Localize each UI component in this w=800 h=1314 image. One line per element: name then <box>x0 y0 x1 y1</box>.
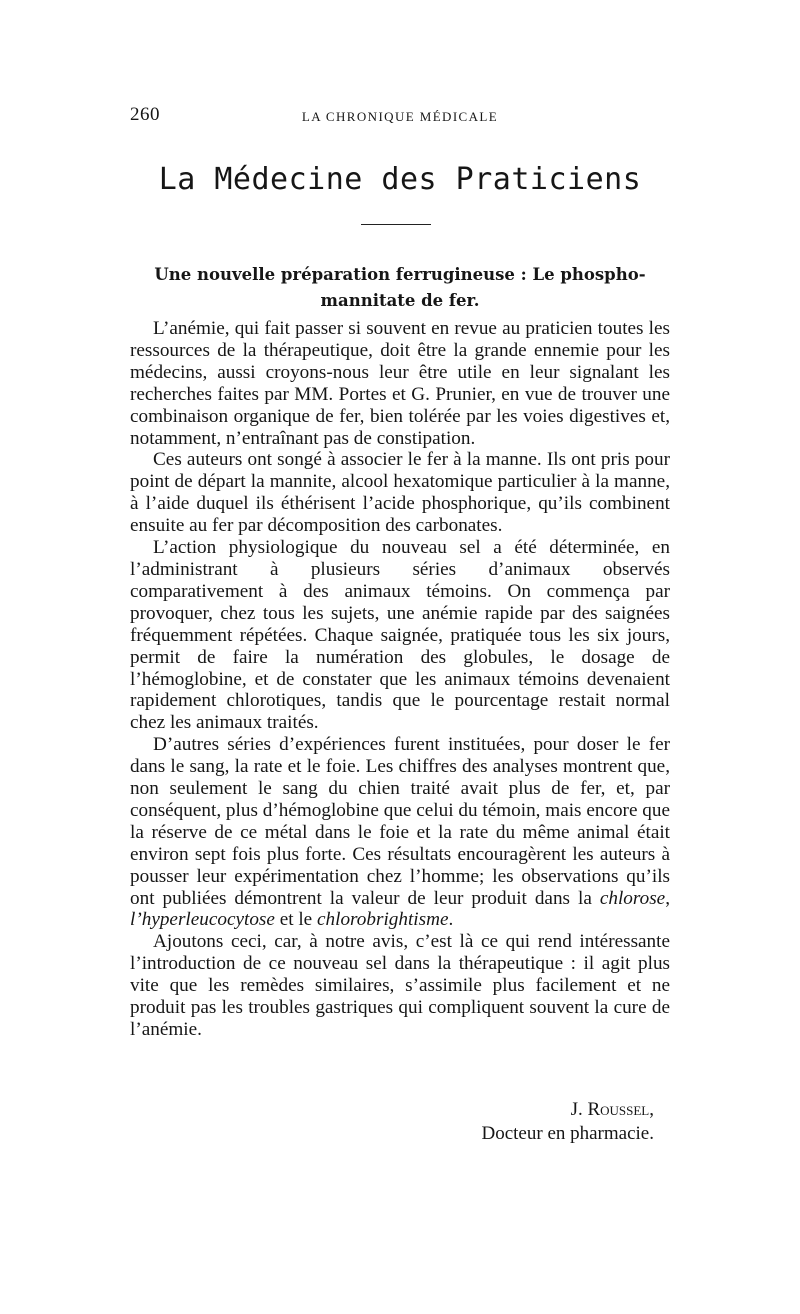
article-body <box>130 318 670 1041</box>
term-chlorose: chlorose <box>599 887 666 909</box>
paragraph-4-end: . <box>448 909 454 931</box>
paragraph-4 <box>130 734 670 931</box>
paragraph-3: L’action physiologique du nouveau sel a été déterminée, en l’administrant à plusieurs séries d’animaux observés comparativement à des animaux témoins. On commença par provoquer, chez tous les sujets, une anémie rapide par des saignées fréquemment répétées. Chaque saignée, pratiquée tous les six jours, permit de faire la numération des globules, le dosage de l’hémoglobine, et de constater que les animaux témoins devenaient rapidement chlorotiques, tandis que le pourcentage restait normal chez les animaux traités. <box>130 537 670 734</box>
paragraph-2: Ces auteurs ont songé à associer le fer à la manne. Ils ont pris pour point de départ la mannite, alcool hexatomique particulier à la manne, à l’aide duquel ils éthérisent l’acide phosphorique, qu’ils combinent ensuite au fer par décomposition des carbonates. <box>130 449 670 537</box>
separator: , <box>665 887 670 909</box>
author-name: J. Roussel, <box>570 1099 654 1120</box>
page-header <box>130 104 670 130</box>
paragraph-4-text: D’autres séries d’expériences furent instituées, pour doser le fer dans le sang, la rate et le foie. Les chiffres des analyses montrent que, non seulement le sang du chien traité avait plus de fer, et, par conséquent, plus d’hémoglobine que celui du témoin, mais encore que la réserve de ce métal dans le foie et la rate du même animal était environ sept fois plus forte. Ces résultats encouragèrent les auteurs à pousser leur expérimentation chez l’homme; les observations qu’ils ont publiées démontrent la valeur de leur produit dans la <box>130 734 670 909</box>
paragraph-5: Ajoutons ceci, car, à notre avis, c’est là ce qui rend intéressante l’introduction de ce nouveau sel dans la thérapeutique : il agit plus vite que les remèdes similaires, s’assimile plus facilement et ne produit pas les troubles gastriques qui compliquent souvent la cure de l’anémie. <box>130 931 670 1040</box>
separator: et le <box>274 909 317 931</box>
article-title-line-1: Une nouvelle préparation ferrugineuse : Le phospho- <box>154 265 646 284</box>
title-divider <box>361 224 431 225</box>
signature <box>130 1098 654 1146</box>
paragraph-1: L’anémie, qui fait passer si souvent en revue au praticien toutes les ressources de la thérapeutique, doit être la grande ennemie pour les médecins, aussi croyons-nous leur être utile en leur signalant les recherches faites par MM. Portes et G. Prunier, en vue de trouver une combinaison organique de fer, bien tolérée par les voies digestives et, notamment, n’entraînant pas de constipation. <box>130 318 670 449</box>
term-hyperleucocytose: l’hyperleucocytose <box>130 909 275 931</box>
section-title: La Médecine des Praticiens <box>158 162 642 197</box>
term-chlorobrightisme: chlorobrightisme <box>317 909 449 931</box>
article-title <box>130 262 670 314</box>
page-number: 260 <box>130 104 160 125</box>
article-title-line-2: mannitate de fer. <box>320 291 480 310</box>
running-head: LA CHRONIQUE MÉDICALE <box>301 109 499 124</box>
author-title: Docteur en pharmacie. <box>481 1123 654 1144</box>
